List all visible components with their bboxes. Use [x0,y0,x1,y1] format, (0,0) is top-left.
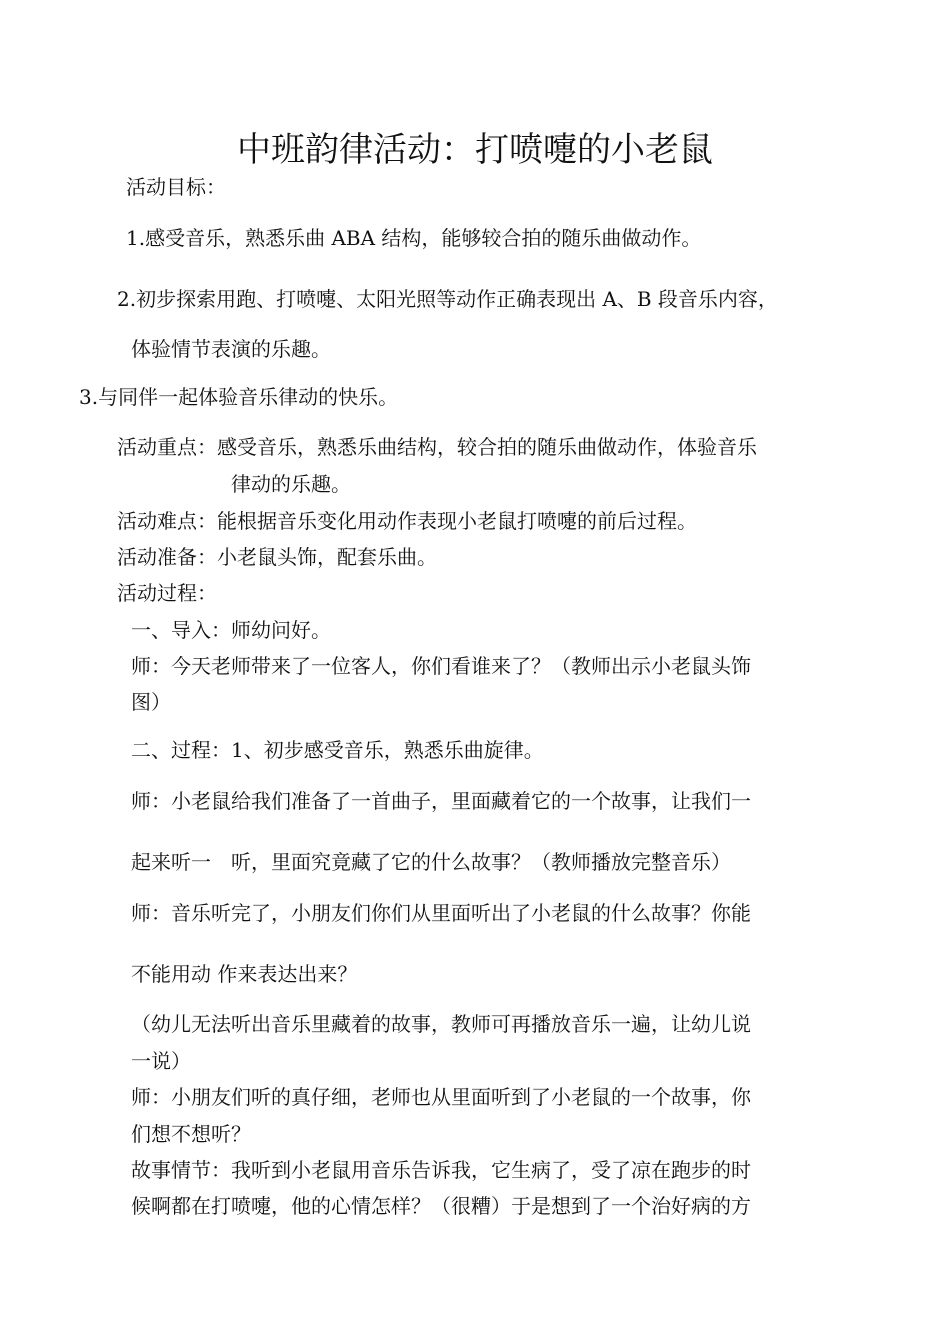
difficulty: 活动难点：能根据音乐变化用动作表现小老鼠打喷嚏的前后过程。 [117,509,697,533]
teacher-line-4: 师：小朋友们听的真仔细，老师也从里面听到了小老鼠的一个故事，你 [131,1085,751,1109]
note-line-continued: 一说） [131,1049,191,1073]
teacher-line-1: 师：今天老师带来了一位客人，你们看谁来了？（教师出示小老鼠头饰 [131,654,751,678]
goal-item-3: 3.与同伴一起体验音乐律动的快乐。 [79,385,399,409]
goal-item-2-continued: 体验情节表演的乐趣。 [131,337,331,361]
teacher-line-4-continued: 们想不想听？ [131,1122,251,1146]
goal-item-1: 1.感受音乐，熟悉乐曲 ABA 结构，能够较合拍的随乐曲做动作。 [126,226,702,250]
document-title: 中班韵律活动：打喷嚏的小老鼠 [237,130,713,170]
goal-item-2: 2.初步探索用跑、打喷嚏、太阳光照等动作正确表现出 A、B 段音乐内容， [117,287,778,311]
key-points: 活动重点：感受音乐，熟悉乐曲结构，较合拍的随乐曲做动作，体验音乐 [117,435,757,459]
teacher-line-1-continued: 图） [131,690,171,714]
process-heading: 活动过程： [117,581,217,605]
teacher-line-2: 师：小老鼠给我们准备了一首曲子，里面藏着它的一个故事，让我们一 [131,789,751,813]
intro-step: 一、导入：师幼问好。 [131,618,331,642]
goals-heading: 活动目标： [126,175,226,199]
story-line-continued: 候啊都在打喷嚏，他的心情怎样？（很糟）于是想到了一个治好病的方 [131,1194,751,1218]
teacher-line-3: 师：音乐听完了，小朋友们你们从里面听出了小老鼠的什么故事？你能 [131,901,751,925]
teacher-line-3-continued: 不能用动 作来表达出来？ [131,962,358,986]
teacher-line-2-continued: 起来听一 听，里面究竟藏了它的什么故事？（教师播放完整音乐） [131,850,731,874]
note-line: （幼儿无法听出音乐里藏着的故事，教师可再播放音乐一遍，让幼儿说 [131,1012,751,1036]
preparation: 活动准备：小老鼠头饰，配套乐曲。 [117,545,437,569]
story-line: 故事情节：我听到小老鼠用音乐告诉我，它生病了，受了凉在跑步的时 [131,1158,751,1182]
process-step-2: 二、过程：1、初步感受音乐，熟悉乐曲旋律。 [131,738,544,762]
key-points-continued: 律动的乐趣。 [231,472,351,496]
